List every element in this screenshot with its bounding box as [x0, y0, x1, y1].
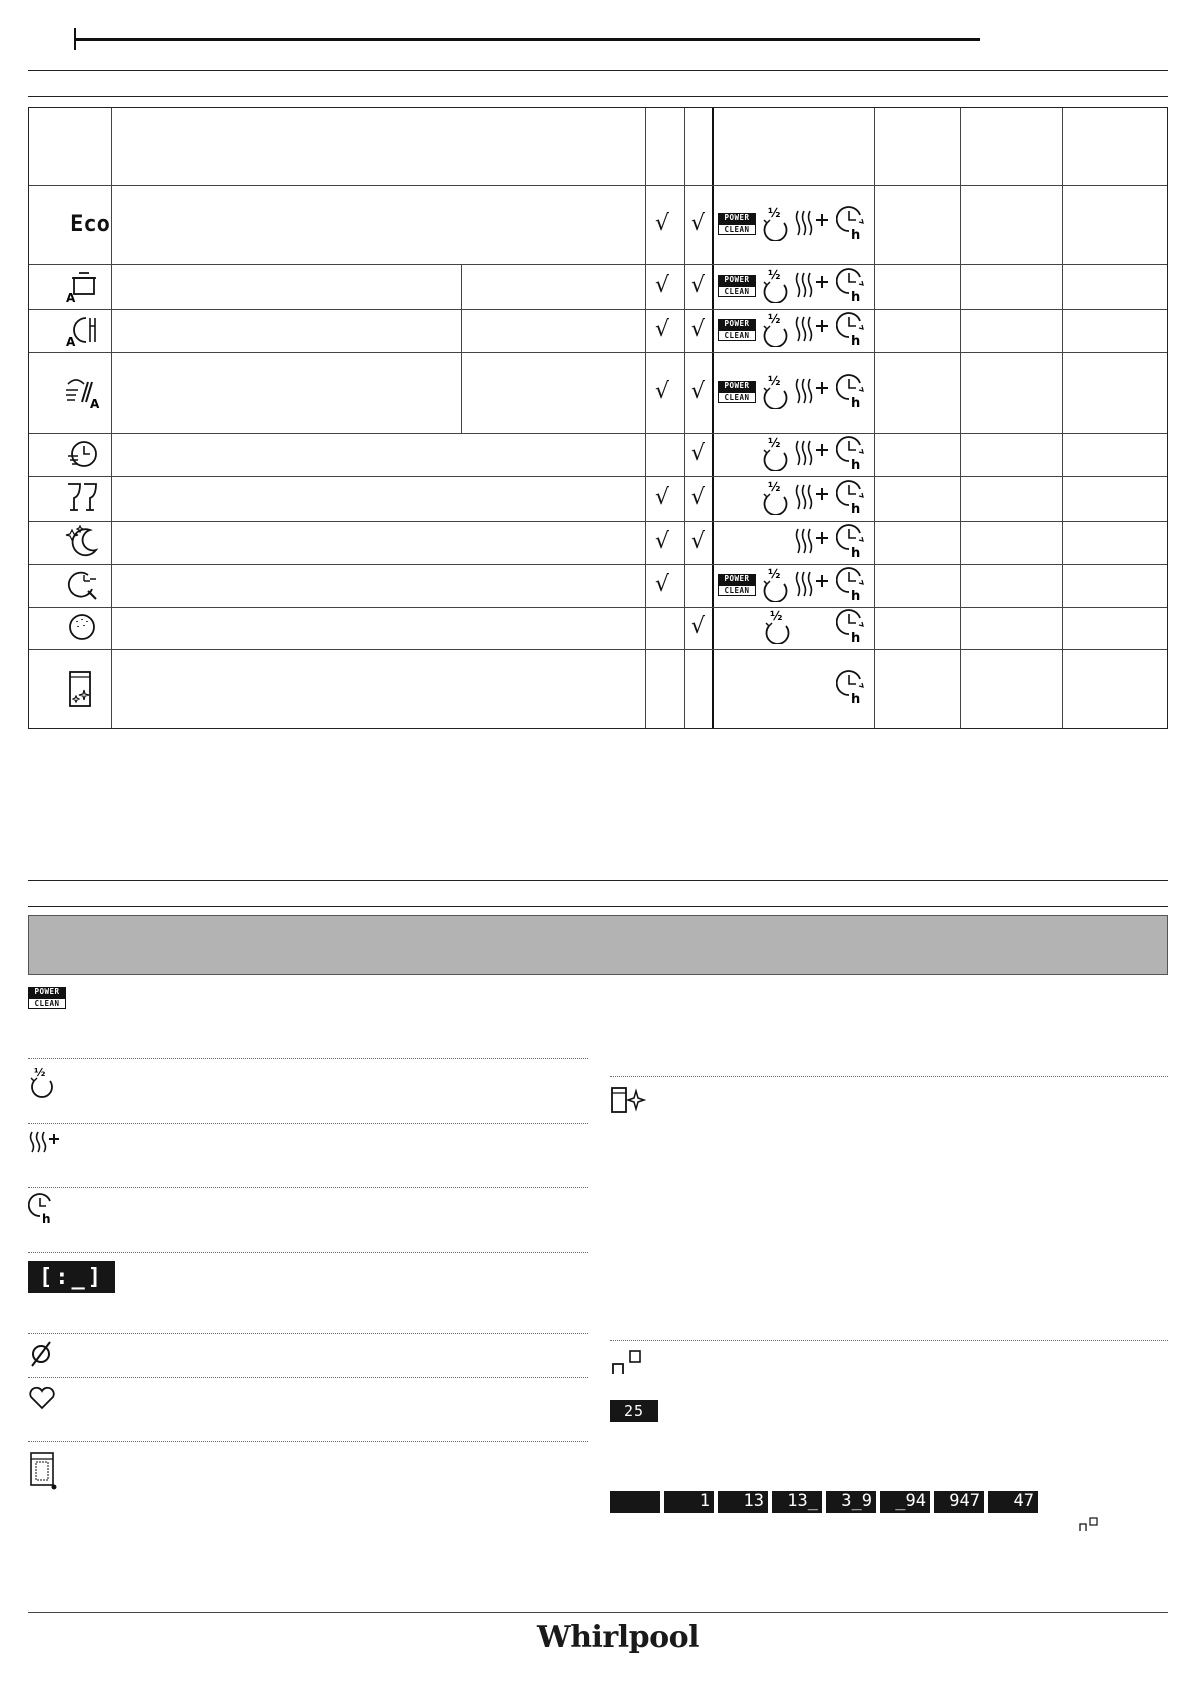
sensor-program-symbol	[64, 567, 102, 605]
available-options	[721, 206, 868, 244]
svg-text:A: A	[66, 290, 76, 305]
intensive-program-icon	[59, 265, 107, 309]
dotted-divider	[610, 1340, 1168, 1341]
daily-program-symbol	[64, 312, 102, 350]
hardness-level-segment	[610, 1491, 660, 1513]
compatibility-check: √	[691, 210, 706, 236]
header-rule	[74, 38, 980, 41]
extra-dry-option-icon	[794, 483, 832, 511]
rinse-program-icon	[59, 606, 107, 650]
svg-text:½: ½	[768, 205, 781, 220]
delay-option-icon	[836, 608, 868, 644]
power-clean-icon: POWER CLEAN	[28, 987, 66, 1010]
sensor-program-icon	[59, 564, 107, 608]
intensive-program-symbol	[64, 268, 102, 306]
svg-text:h: h	[42, 1212, 51, 1224]
power-clean-option-icon: POWER CLEAN	[718, 381, 756, 401]
compatibility-check: √	[655, 272, 670, 298]
available-options	[721, 374, 868, 412]
svg-text:½: ½	[769, 609, 782, 623]
program-label: Eco	[70, 212, 110, 237]
compatibility-check: √	[691, 614, 706, 639]
svg-text:h: h	[851, 631, 861, 644]
svg-text:h: h	[851, 395, 861, 409]
extra-dry-option-icon	[794, 271, 832, 299]
available-options	[721, 268, 868, 306]
delay-option-icon	[836, 311, 868, 347]
extra-dry-option-icon	[794, 315, 832, 343]
svg-text:h: h	[851, 457, 861, 471]
svg-text:h: h	[851, 545, 861, 559]
delay-option-icon	[836, 205, 868, 241]
svg-text:½: ½	[768, 267, 781, 282]
favorite-heart-icon	[28, 1386, 56, 1410]
delay-option-icon	[836, 435, 868, 471]
night-program-symbol	[64, 524, 102, 562]
delay-option-icon	[836, 566, 868, 602]
svg-text:h: h	[851, 227, 861, 241]
dotted-divider	[28, 1187, 588, 1188]
svg-text:½: ½	[768, 311, 781, 326]
dishwasher-door-icon	[28, 1450, 58, 1490]
compatibility-check: √	[691, 378, 706, 404]
dotted-divider	[28, 1333, 588, 1334]
self-clean-icon	[610, 1085, 646, 1115]
svg-text:½: ½	[768, 435, 781, 450]
delay-option-icon	[836, 479, 868, 515]
eco-program-icon	[59, 203, 110, 247]
half-load-option-icon	[760, 311, 790, 347]
extra-dry-option-icon	[794, 570, 832, 598]
available-options	[721, 312, 868, 350]
available-options	[721, 670, 868, 708]
daily-program-icon	[59, 309, 107, 353]
hardness-level-segment: 947	[934, 1491, 984, 1513]
program-table	[28, 107, 1168, 729]
compatibility-check: √	[691, 528, 706, 554]
compatibility-check: √	[691, 316, 706, 342]
available-options	[721, 480, 868, 518]
glass-program-symbol	[64, 480, 102, 518]
hardness-display: 25	[610, 1400, 658, 1422]
half-load-option-icon	[760, 566, 790, 602]
compatibility-check: √	[655, 484, 670, 510]
dotted-divider	[28, 1441, 588, 1442]
extra-dry-option-icon	[794, 377, 832, 405]
delay-option-icon	[836, 267, 868, 303]
extra-dry-option-icon	[794, 209, 832, 237]
display-code: [:_]	[28, 1261, 115, 1293]
svg-text:½: ½	[34, 1066, 46, 1079]
svg-text:A: A	[66, 334, 76, 349]
quick-program-symbol	[64, 436, 102, 474]
delay-option-icon	[836, 523, 868, 559]
dotted-divider	[28, 1058, 588, 1059]
delay-option-icon	[836, 669, 868, 705]
compatibility-check: √	[655, 528, 670, 554]
divider	[28, 96, 1168, 97]
power-clean-option-icon: POWER CLEAN	[718, 574, 756, 594]
hardness-level-segment: 13	[718, 1491, 768, 1513]
disabled-icon	[28, 1340, 54, 1368]
options-header-bar	[28, 915, 1168, 975]
divider	[28, 906, 1168, 907]
auto-program-icon	[59, 371, 107, 415]
dotted-divider	[28, 1123, 588, 1124]
rinse-program-symbol	[64, 609, 102, 647]
footer-divider	[28, 1612, 1168, 1613]
svg-text:½: ½	[768, 373, 781, 388]
divider	[28, 880, 1168, 881]
svg-text:h: h	[851, 333, 861, 347]
half-load-option-icon	[760, 373, 790, 409]
half-load-option-icon	[762, 608, 792, 644]
power-clean-option-icon: POWER CLEAN	[718, 319, 756, 339]
dotted-divider	[28, 1377, 588, 1378]
brand-logo: Whirlpool	[537, 1620, 699, 1655]
divider	[28, 70, 1168, 71]
hardness-level-icon	[610, 1348, 646, 1376]
hardness-level-segment: 3_9	[826, 1491, 876, 1513]
svg-text:h: h	[851, 588, 861, 602]
self-clean-program-icon	[59, 667, 107, 711]
svg-text:h: h	[851, 501, 861, 515]
night-program-icon	[59, 521, 107, 565]
compatibility-check: √	[691, 272, 706, 298]
delay-option-icon	[836, 373, 868, 409]
self-clean-program-symbol	[64, 670, 102, 708]
extra-dry-option-icon	[794, 439, 832, 467]
half-load-option-icon	[760, 267, 790, 303]
power-clean-option-icon: POWER CLEAN	[718, 213, 756, 233]
compatibility-check: √	[691, 440, 706, 466]
available-options	[721, 436, 868, 474]
power-clean-option-icon: POWER CLEAN	[718, 275, 756, 295]
svg-text:A: A	[90, 396, 100, 411]
compatibility-check: √	[691, 484, 706, 510]
extra-dry-option-icon	[794, 527, 832, 555]
available-options	[721, 567, 868, 605]
half-load-option-icon	[760, 435, 790, 471]
dotted-divider	[610, 1076, 1168, 1077]
half-load-icon	[28, 1065, 56, 1099]
compatibility-check: √	[655, 210, 670, 236]
compatibility-check: √	[655, 571, 670, 597]
svg-text:h: h	[851, 691, 861, 705]
half-load-option-icon	[760, 205, 790, 241]
svg-text:½: ½	[768, 566, 781, 581]
dotted-divider	[28, 1252, 588, 1253]
available-options	[721, 609, 868, 647]
hardness-level-segment: 47	[988, 1491, 1038, 1513]
compatibility-check: √	[655, 316, 670, 342]
hardness-level-segment: 1	[664, 1491, 714, 1513]
extra-dry-icon	[28, 1130, 62, 1156]
available-options	[721, 524, 868, 562]
hardness-level-segment: 13_	[772, 1491, 822, 1513]
svg-text:½: ½	[768, 479, 781, 494]
quick-program-icon	[59, 433, 107, 477]
compatibility-check: √	[655, 378, 670, 404]
half-load-option-icon	[760, 479, 790, 515]
delay-start-icon	[28, 1192, 58, 1224]
hardness-level-segment: _94	[880, 1491, 930, 1513]
glass-program-icon	[59, 477, 107, 521]
auto-program-symbol	[64, 374, 102, 412]
svg-text:h: h	[851, 289, 861, 303]
hardness-level-icon-small	[1078, 1516, 1100, 1532]
